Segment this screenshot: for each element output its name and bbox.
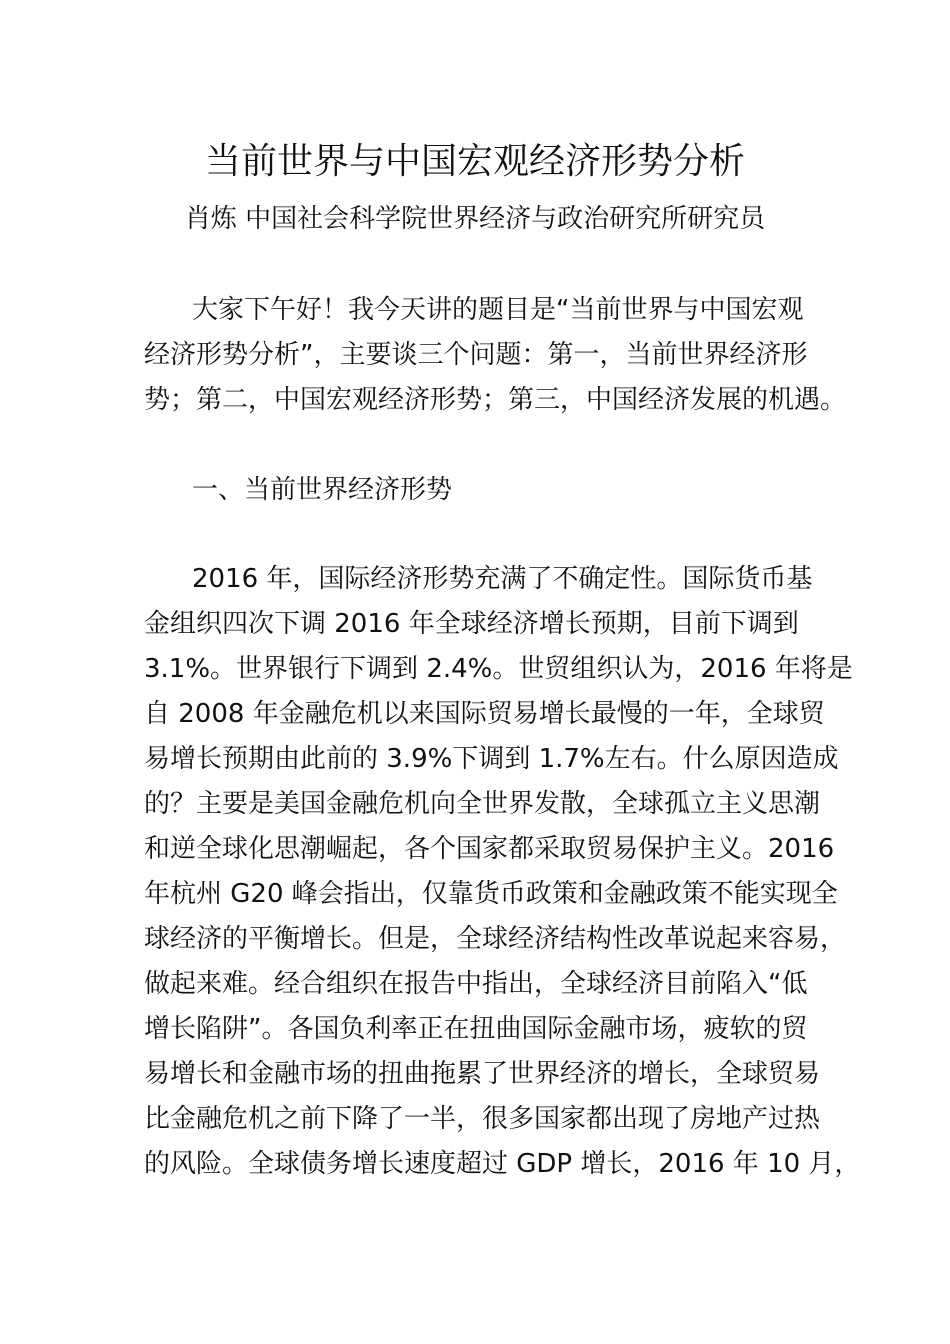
author-line: 肖炼 中国社会科学院世界经济与政治研究所研究员 — [184, 204, 766, 234]
body-line: 年杭州 G20 峰会指出，仅靠货币政策和金融政策不能实现全 — [144, 879, 838, 909]
intro-line-1: 大家下午好！我今天讲的题目是“当前世界与中国宏观 — [192, 295, 804, 325]
body-line: 的？主要是美国金融危机向全世界发散，全球孤立主义思潮 — [144, 789, 821, 819]
body-line: 的风险。全球债务增长速度超过 GDP 增长，2016 年 10 月， — [144, 1149, 861, 1179]
body-line: 做起来难。经合组织在报告中指出，全球经济目前陷入“低 — [144, 969, 808, 999]
body-line: 金组织四次下调 2016 年全球经济增长预期，目前下调到 — [144, 609, 799, 639]
body-line: 易增长预期由此前的 3.9%下调到 1.7%左右。什么原因造成 — [144, 744, 839, 774]
body-line: 球经济的平衡增长。但是，全球经济结构性改革说起来容易， — [144, 924, 847, 954]
body-line: 增长陷阱”。各国负利率正在扭曲国际金融市场，疲软的贸 — [144, 1014, 808, 1044]
body-line: 自 2008 年金融危机以来国际贸易增长最慢的一年，全球贸 — [144, 699, 825, 729]
section-heading: 一、当前世界经济形势 — [192, 475, 453, 505]
body-line: 3.1%。世界银行下调到 2.4%。世贸组织认为，2016 年将是 — [144, 654, 853, 684]
body-line: 2016 年，国际经济形势充满了不确定性。国际货币基 — [192, 564, 813, 594]
document-title: 当前世界与中国宏观经济形势分析 — [204, 141, 745, 182]
intro-line-3: 势；第二，中国宏观经济形势；第三，中国经济发展的机遇。 — [144, 385, 847, 415]
body-line: 和逆全球化思潮崛起，各个国家都采取贸易保护主义。2016 — [144, 834, 835, 864]
intro-line-2: 经济形势分析”，主要谈三个问题：第一，当前世界经济形 — [144, 340, 808, 370]
body-line: 比金融危机之前下降了一半，很多国家都出现了房地产过热 — [144, 1104, 821, 1134]
body-line: 易增长和金融市场的扭曲拖累了世界经济的增长，全球贸易 — [144, 1059, 821, 1089]
